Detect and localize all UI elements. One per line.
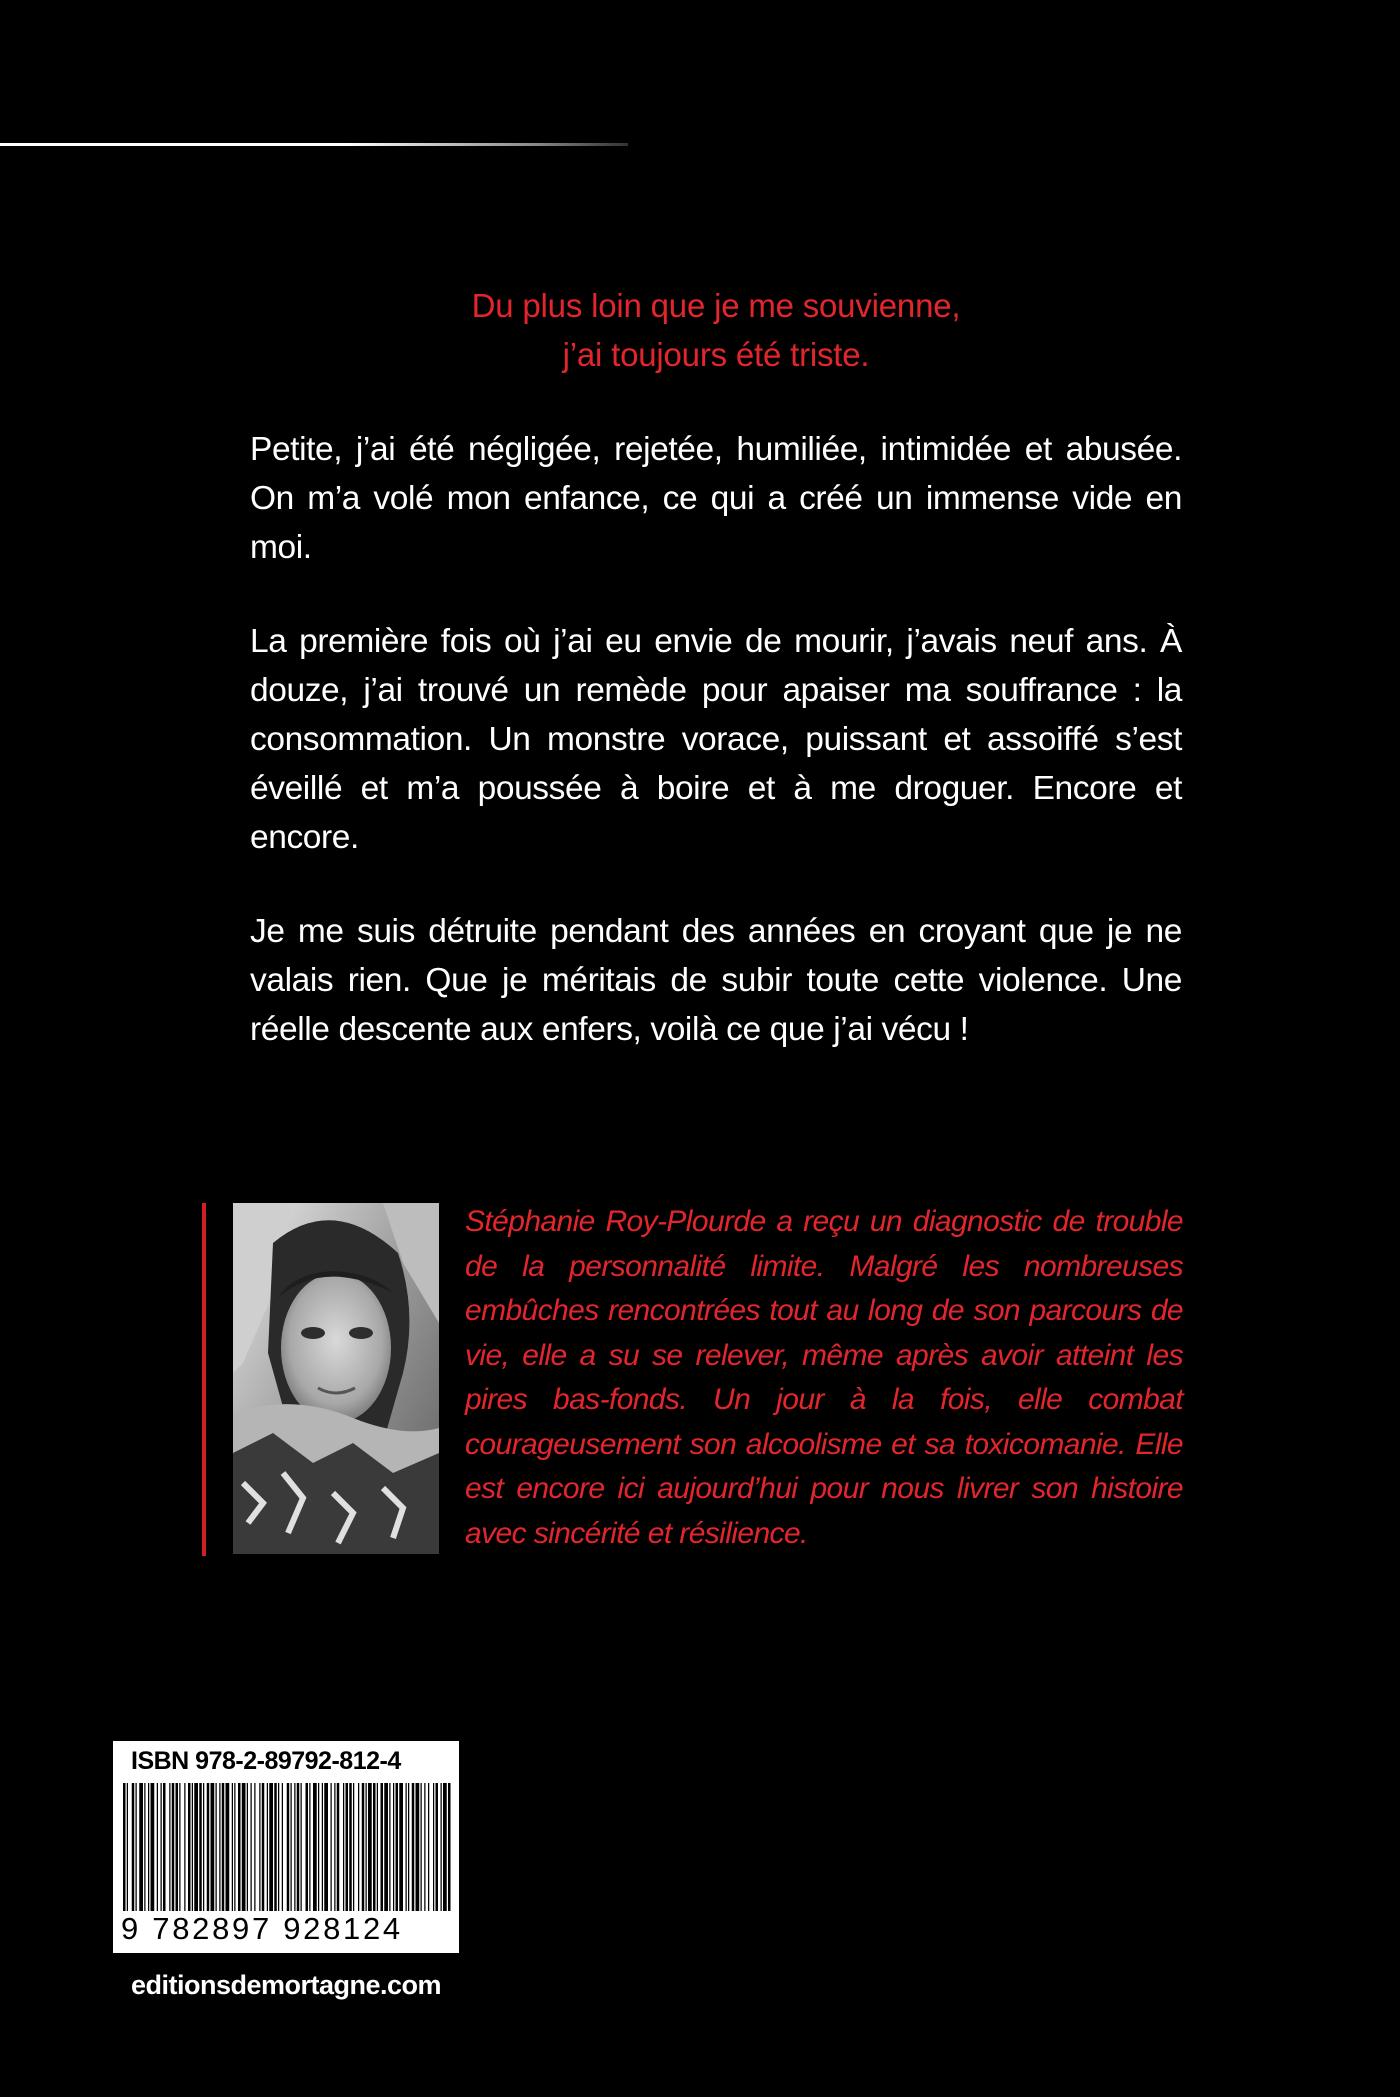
barcode-bar [169, 1783, 170, 1911]
barcode-bar [151, 1783, 155, 1911]
barcode-bar [199, 1783, 202, 1911]
barcode-bar [291, 1783, 292, 1911]
barcode-bar [368, 1783, 372, 1911]
barcode-bar [309, 1783, 310, 1911]
barcode-bar [416, 1783, 420, 1911]
barcode-bar [179, 1783, 180, 1911]
barcode-bar [349, 1783, 352, 1911]
barcode-bar [377, 1783, 378, 1911]
back-cover-tagline [250, 281, 1182, 379]
barcode-bar [331, 1783, 332, 1911]
barcode-bar [192, 1783, 193, 1911]
barcode-bar [313, 1783, 317, 1911]
barcode-bar [188, 1783, 191, 1911]
summary-paragraph-2: La première fois où j’ai eu envie de mourir, j’avais neuf ans. À douze, j’ai trouvé un remède pour apaiser ma souffrance : la consommation. Un monstre vorace, puissant et assoiffé s’est éveillé et m’a poussée à boire et à me droguer. Encore et encore. [250, 623, 1182, 856]
barcode-bar [421, 1783, 422, 1911]
barcode-bar [254, 1783, 255, 1911]
barcode-bar [203, 1783, 204, 1911]
bio-accent-bar [202, 1203, 206, 1556]
barcode-bar [262, 1783, 265, 1911]
barcode-bar [127, 1783, 128, 1911]
barcode-bar [136, 1783, 137, 1911]
tagline-line-1: Du plus loin que je me souvienne, [471, 287, 961, 324]
author-portrait-icon [233, 1203, 439, 1554]
barcode-bar [301, 1783, 302, 1911]
barcode-bar [443, 1783, 447, 1911]
barcode-bar [337, 1783, 340, 1911]
barcode-bar [346, 1783, 349, 1911]
top-divider-rule [0, 143, 628, 146]
barcode-bar [247, 1783, 248, 1911]
barcode-icon [121, 1783, 453, 1911]
barcode-bar [219, 1783, 220, 1911]
barcode-bar [362, 1783, 365, 1911]
barcode-bar [324, 1783, 328, 1911]
summary-paragraph-1: Petite, j’ai été négligée, rejetée, humiliée, intimidée et abusée. On m’a volé mon enfance, ce qui a créé un immense vide en moi. [250, 431, 1182, 566]
barcode-bar [144, 1783, 145, 1911]
barcode-bar [194, 1783, 198, 1911]
barcode-bar [408, 1783, 409, 1911]
barcode-bar [433, 1783, 434, 1911]
barcode-bar [242, 1783, 246, 1911]
barcode-bar [322, 1783, 323, 1911]
barcode-bar [184, 1783, 185, 1911]
barcode-bar [123, 1783, 126, 1911]
barcode-bar [216, 1783, 217, 1911]
barcode-bar [226, 1783, 230, 1911]
barcode-bar [148, 1783, 149, 1911]
barcode-bar [163, 1783, 166, 1911]
barcode-bar [358, 1783, 359, 1911]
author-photo [233, 1203, 439, 1554]
barcode-bar [396, 1783, 399, 1911]
barcode-digits: 9 782897 928124 [121, 1911, 403, 1946]
barcode-bar [373, 1783, 376, 1911]
barcode-bar [318, 1783, 319, 1911]
barcode-bar [176, 1783, 179, 1911]
isbn-label: ISBN 978-2-89792-812-4 [131, 1747, 401, 1775]
barcode-bar [287, 1783, 290, 1911]
barcode-bar [297, 1783, 300, 1911]
barcode-bar [211, 1783, 215, 1911]
barcode-bar [441, 1783, 442, 1911]
summary-paragraph-3: Je me suis détruite pendant des années en croyant que je ne valais rien. Que je méritais de subir toute cette violence. Une réelle descente aux enfers, voilà ce que j’ai vécu ! [250, 913, 1182, 1048]
tagline-line-2: j’ai toujours été triste. [562, 336, 870, 373]
barcode-bar [384, 1783, 388, 1911]
barcode-bar [251, 1783, 252, 1911]
summary-body [250, 425, 1182, 1099]
barcode-bar [406, 1783, 407, 1911]
barcode-bar [389, 1783, 390, 1911]
barcode-bar [161, 1783, 162, 1911]
barcode-bar [267, 1783, 268, 1911]
barcode-bar [139, 1783, 143, 1911]
barcode-bar [436, 1783, 439, 1911]
barcode-bar [259, 1783, 260, 1911]
barcode-bar [334, 1783, 335, 1911]
barcode-bar [278, 1783, 279, 1911]
barcode-bar [232, 1783, 233, 1911]
author-bio: Stéphanie Roy-Plourde a reçu un diagnostic de trouble de la personnalité limite. Malgré les nombreuses embûches rencontrées tout au long de son parcours de vie, elle a su se relever, même après avoir atteint les pires bas-fonds. Un jour à la fois, elle combat courageusement son alcoolisme et sa toxicomanie. Elle est encore ici aujourd’hui pour nous livrer son histoire avec sincérité et résilience. [465, 1205, 1183, 1550]
barcode-bar [207, 1783, 210, 1911]
barcode-bar [393, 1783, 394, 1911]
barcode-bar [132, 1783, 135, 1911]
barcode-bar [234, 1783, 235, 1911]
barcode-bar [274, 1783, 277, 1911]
barcode-bar [306, 1783, 309, 1911]
barcode-bar [424, 1783, 425, 1911]
barcode-bar [428, 1783, 429, 1911]
barcode-bar [381, 1783, 384, 1911]
isbn-barcode-box [110, 1738, 462, 1956]
publisher-website[interactable]: editionsdemortagne.com [130, 1970, 442, 2000]
barcode-bar [172, 1783, 175, 1911]
barcode-bar [238, 1783, 241, 1911]
barcode-bar [294, 1783, 295, 1911]
barcode-bar [412, 1783, 415, 1911]
barcode-bar [399, 1783, 403, 1911]
barcode-bar [366, 1783, 367, 1911]
barcode-bar [269, 1783, 273, 1911]
barcode-bar [353, 1783, 354, 1911]
barcode-bar [448, 1783, 451, 1911]
barcode-bar [157, 1783, 158, 1911]
barcode-bar [222, 1783, 225, 1911]
barcode-bar [282, 1783, 283, 1911]
barcode-bar [343, 1783, 344, 1911]
